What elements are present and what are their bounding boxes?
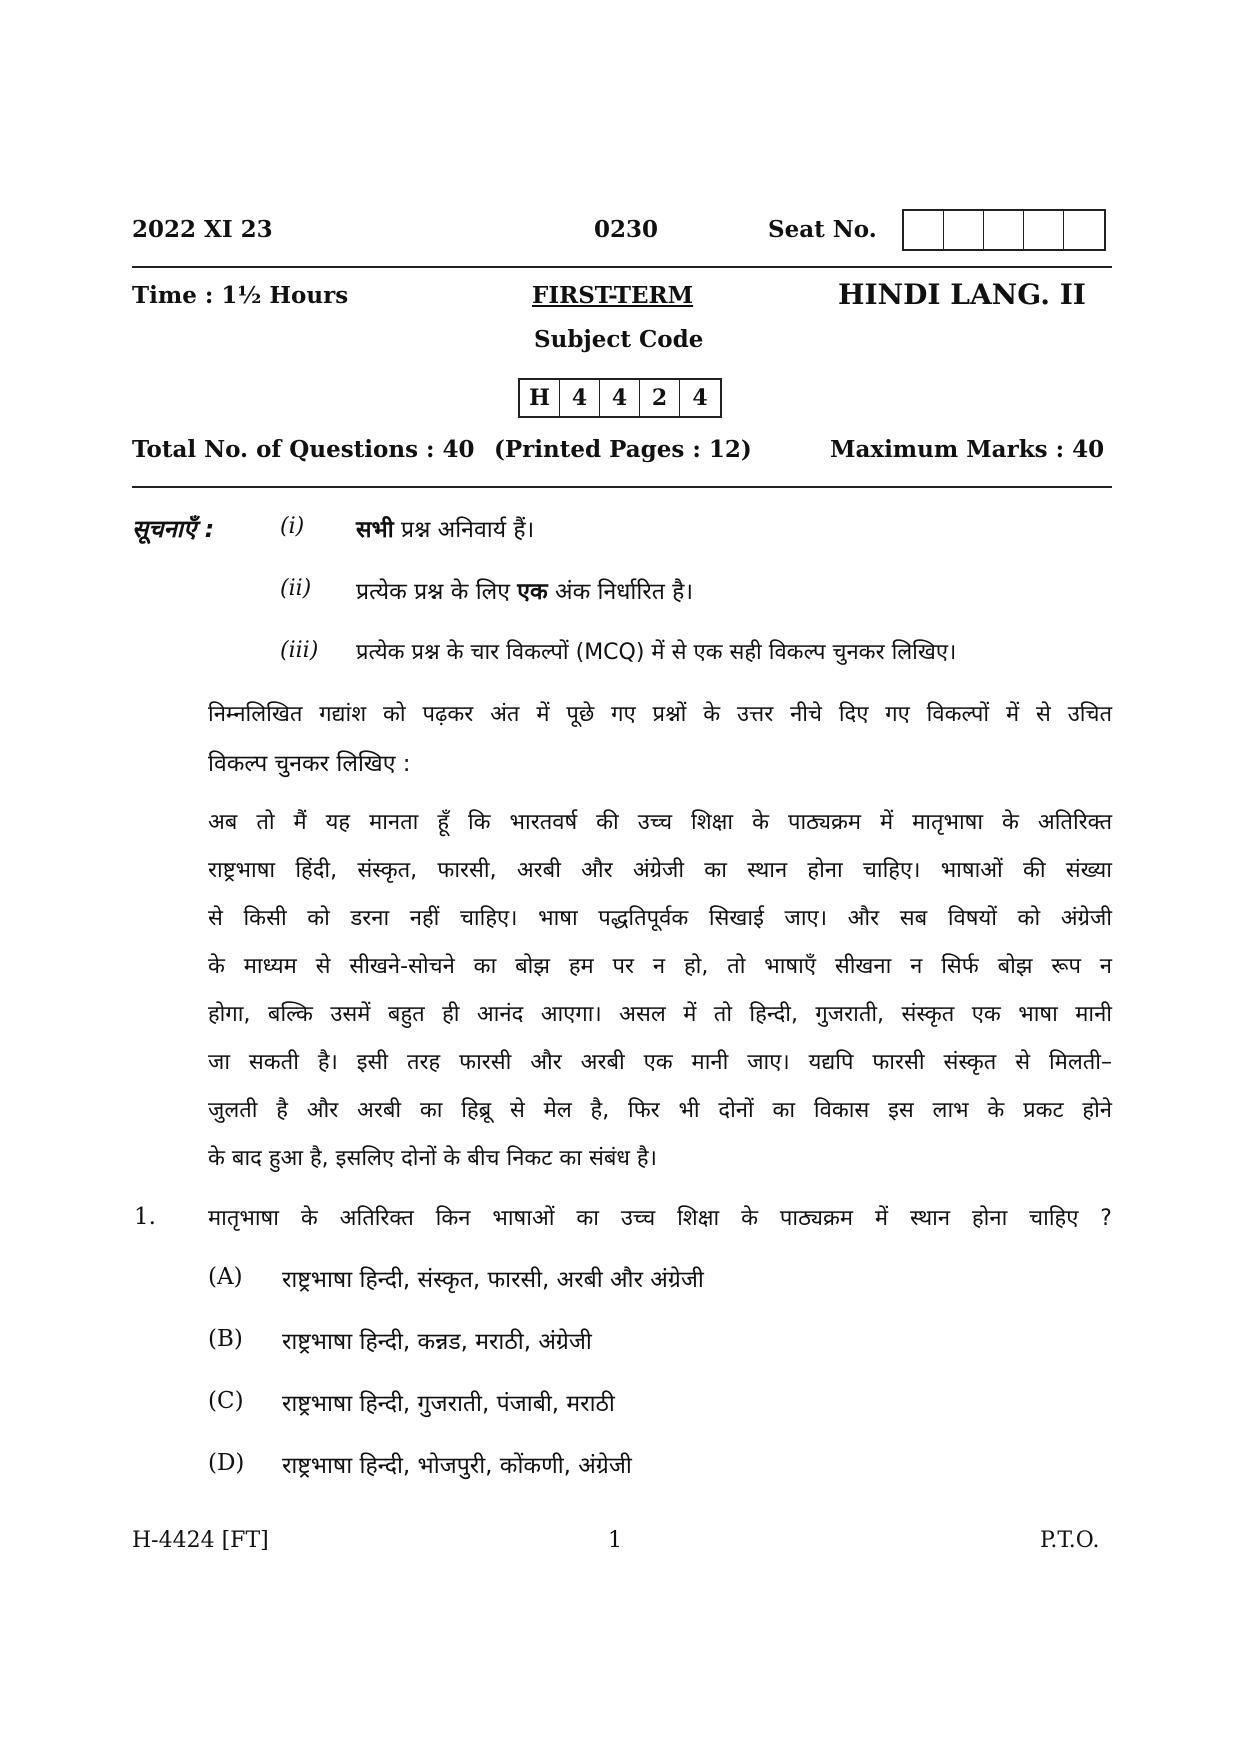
instruction-item: [356, 574, 693, 606]
seat-number-boxes[interactable]: [902, 209, 1106, 251]
passage-line: राष्ट्रभाषा हिंदी, संस्कृत, फारसी, अरबी और अंग्रेजी का स्थान होना चाहिए। भाषाओं की संख्या: [208, 858, 1112, 883]
option-text: राष्ट्रभाषा हिन्दी, भोजपुरी, कोंकणी, अंग्रेजी: [282, 1453, 632, 1479]
instruction-num: (iii): [280, 638, 319, 663]
instruction-text: प्रश्न अनिवार्य हैं।: [393, 517, 535, 543]
time-label: Time : 1½ Hours: [132, 282, 349, 309]
question-number: 1.: [134, 1204, 156, 1230]
instruction-item: प्रत्येक प्रश्न के चार विकल्पों (MCQ) में से एक सही विकल्प चुनकर लिखिए।: [356, 640, 957, 665]
option-label: (B): [208, 1326, 243, 1352]
question-text: मातृभाषा के अतिरिक्त किन भाषाओं का उच्च शिक्षा के पाठ्यक्रम में स्थान होना चाहिए ?: [208, 1206, 1112, 1231]
maximum-marks: Maximum Marks : 40: [830, 436, 1105, 463]
subject-code-boxes: [518, 378, 722, 418]
total-questions: Total No. of Questions : 40: [132, 436, 475, 463]
passage-line: जुलती है और अरबी का हिब्रू से मेल है, फिर भी दोनों का विकास इस लाभ के प्रकट होने: [208, 1098, 1112, 1123]
instruction-num: (i): [280, 514, 305, 539]
subject-code-label: Subject Code: [534, 326, 704, 353]
directive-line: विकल्प चुनकर लिखिए :: [208, 751, 411, 777]
seat-box[interactable]: [1064, 211, 1104, 249]
subject-code-char: 4: [600, 380, 640, 416]
option-label: (D): [208, 1450, 245, 1476]
passage-line: जा सकती है। इसी तरह फारसी और अरबी एक मानी जाए। यद्यपि फारसी संस्कृत से मिलती–: [208, 1050, 1112, 1075]
seat-label: Seat No.: [768, 216, 877, 243]
subject-code-char: 4: [560, 380, 600, 416]
footer-code: H-4424 [FT]: [132, 1528, 269, 1553]
passage-line: से किसी को डरना नहीं चाहिए। भाषा पद्धतिपूर्वक सिखाई जाए। और सब विषयों को अंग्रेजी: [208, 906, 1112, 931]
option-label: (A): [208, 1264, 243, 1290]
seat-box[interactable]: [984, 211, 1024, 249]
instruction-bold: एक: [517, 579, 548, 605]
passage-line: अब तो मैं यह मानता हूँ कि भारतवर्ष की उच्च शिक्षा के पाठ्यक्रम में मातृभाषा के अतिरिक्त: [208, 810, 1112, 835]
instruction-num: (ii): [280, 576, 312, 601]
subject-code-char: 4: [692, 385, 708, 411]
page-number: 1: [608, 1528, 622, 1553]
instruction-text: प्रत्येक प्रश्न के लिए: [356, 579, 518, 605]
passage-line: के बाद हुआ है, इसलिए दोनों के बीच निकट का संबंध है।: [208, 1146, 657, 1171]
option-text: राष्ट्रभाषा हिन्दी, संस्कृत, फारसी, अरबी और अंग्रेजी: [282, 1267, 704, 1293]
subject-code-char: H: [520, 380, 560, 416]
header-divider-top: [132, 266, 1112, 268]
instruction-item: [356, 512, 534, 544]
option-text: राष्ट्रभाषा हिन्दी, कन्नड, मराठी, अंग्रेजी: [282, 1329, 592, 1355]
seat-box[interactable]: [1024, 211, 1064, 249]
term-label: FIRST-TERM: [532, 282, 694, 309]
instruction-bold: सभी: [356, 517, 394, 543]
option-label: (C): [208, 1388, 244, 1414]
directive-line: निम्नलिखित गद्यांश को पढ़कर अंत में पूछे गए प्रश्नों के उत्तर नीचे दिए गए विकल्पों में से उचित: [208, 702, 1112, 727]
seat-box[interactable]: [904, 211, 944, 249]
passage-line: के माध्यम से सीखने-सोचने का बोझ हम पर न हो, तो भाषाएँ सीखना न सिर्फ बोझ रूप न: [208, 954, 1112, 979]
instructions-title: सूचनाएँ :: [132, 515, 215, 543]
seat-box[interactable]: [944, 211, 984, 249]
printed-pages: (Printed Pages : 12): [494, 436, 752, 463]
subject-code-char: 2: [640, 380, 680, 416]
pto-label: P.T.O.: [1040, 1528, 1100, 1553]
header-divider-bottom: [132, 486, 1112, 488]
instruction-text: अंक निर्धारित है।: [547, 579, 694, 605]
passage-line: होगा, बल्कि उसमें बहुत ही आनंद आएगा। असल में तो हिन्दी, गुजराती, संस्कृत एक भाषा मानी: [208, 1002, 1112, 1027]
paper-code-center: 0230: [594, 216, 659, 243]
subject-title: HINDI LANG. II: [838, 278, 1086, 311]
paper-code-left: 2022 XI 23: [132, 216, 273, 243]
option-text: राष्ट्रभाषा हिन्दी, गुजराती, पंजाबी, मराठी: [282, 1391, 615, 1417]
